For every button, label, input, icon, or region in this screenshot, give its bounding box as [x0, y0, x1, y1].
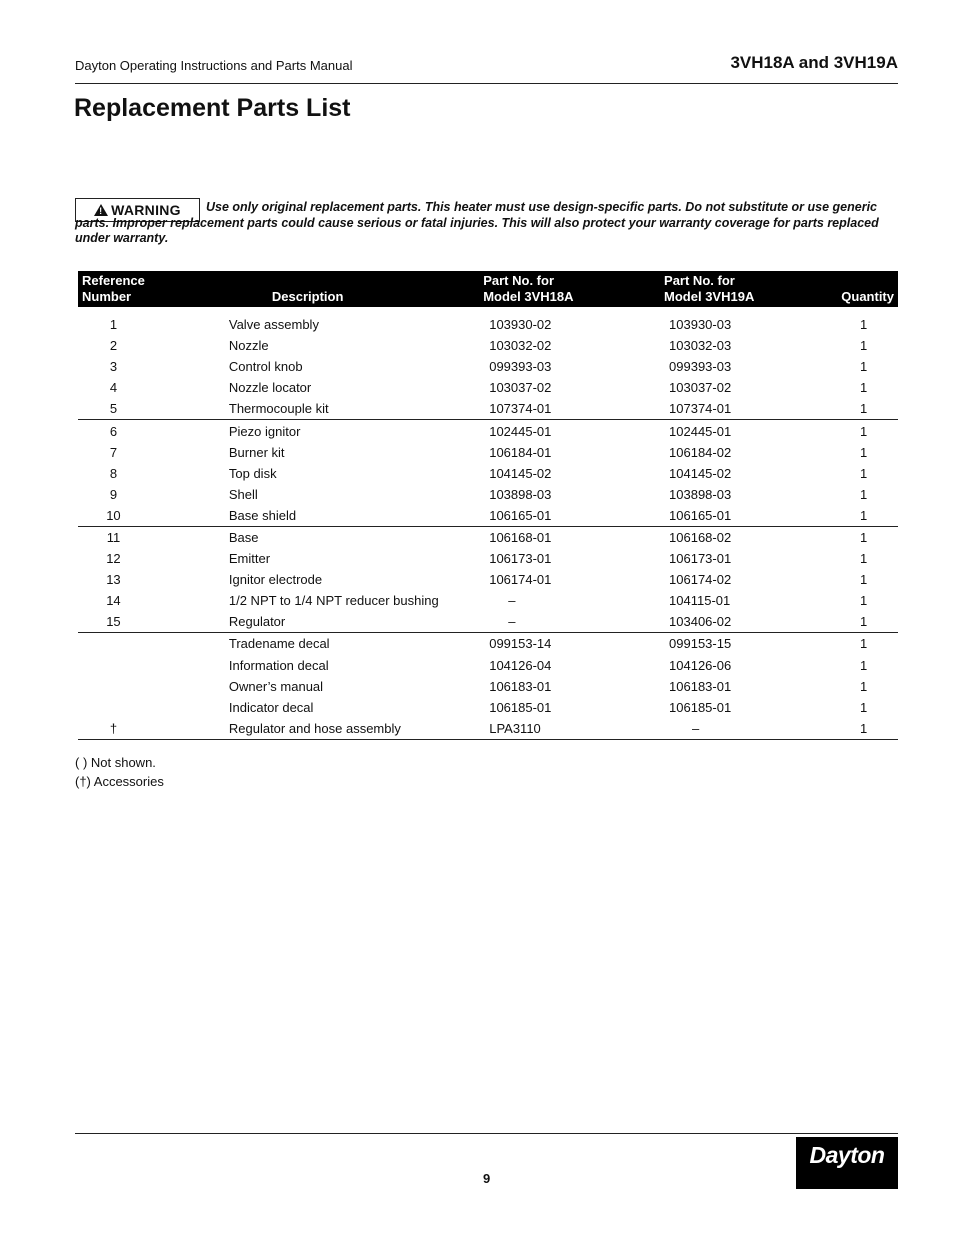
- description-cell: Regulator and hose assembly: [149, 718, 466, 740]
- table-row: [78, 676, 898, 697]
- footnotes: [75, 753, 164, 791]
- part-3vh19a-cell: 104145-02: [669, 465, 732, 481]
- col-quantity: Quantity: [829, 271, 898, 307]
- col-description: Description: [149, 271, 466, 307]
- quantity-cell: 1: [860, 486, 868, 502]
- dayton-logo: Dayton: [796, 1137, 898, 1189]
- ref-cell: 9: [109, 486, 118, 502]
- ref-cell: 6: [109, 423, 118, 439]
- quantity-cell: 1: [860, 678, 868, 694]
- ref-cell: 14: [106, 593, 121, 609]
- table-row: [78, 655, 898, 676]
- table-row: [78, 569, 898, 590]
- ref-cell: 10: [78, 505, 149, 527]
- part-3vh18a-cell: 106173-01: [489, 551, 552, 567]
- col-reference: Reference Number: [78, 271, 149, 307]
- ref-cell: †: [78, 718, 149, 740]
- part-3vh18a-cell: 099393-03: [489, 359, 552, 375]
- quantity-cell: 1: [829, 611, 898, 633]
- quantity-cell: 1: [860, 572, 868, 588]
- note-accessories: (†) Accessories: [75, 774, 164, 789]
- part-3vh18a-cell: 106183-01: [489, 678, 552, 694]
- part-3vh18a-cell: –: [466, 611, 647, 633]
- table-row: [78, 548, 898, 569]
- part-3vh19a-cell: 103032-03: [669, 338, 732, 354]
- table-row: [78, 526, 898, 548]
- description-cell: Information decal: [228, 657, 329, 673]
- part-3vh19a-cell: 102445-01: [669, 423, 732, 439]
- part-3vh19a-cell: 103898-03: [669, 486, 732, 502]
- description-cell: Nozzle: [228, 338, 269, 354]
- description-cell: Thermocouple kit: [149, 398, 466, 420]
- quantity-cell: 1: [860, 465, 868, 481]
- quantity-cell: 1: [860, 359, 868, 375]
- page-title: Replacement Parts List: [74, 94, 351, 122]
- table-row: [78, 590, 898, 611]
- part-3vh19a-cell: 099153-15: [669, 636, 732, 652]
- col-part-3vh18a: Part No. for Model 3VH18A: [466, 271, 647, 307]
- part-3vh18a-cell: 106184-01: [489, 444, 552, 460]
- table-row: [78, 398, 898, 420]
- quantity-cell: 1: [860, 636, 868, 652]
- table-row: [78, 697, 898, 718]
- description-cell: Owner’s manual: [228, 678, 324, 694]
- col-part-3vh19a: Part No. for Model 3VH19A: [647, 271, 829, 307]
- ref-cell: [78, 676, 149, 697]
- part-3vh18a-cell: 106174-01: [489, 572, 552, 588]
- part-3vh19a-cell: 099393-03: [669, 359, 732, 375]
- quantity-cell: 1: [860, 529, 868, 545]
- table-row: [78, 484, 898, 505]
- description-cell: Base: [228, 529, 259, 545]
- part-3vh18a-cell: 099153-14: [489, 636, 552, 652]
- model-numbers: 3VH18A and 3VH19A: [730, 53, 898, 72]
- ref-cell: 4: [109, 380, 118, 396]
- quantity-cell: 1: [829, 718, 898, 740]
- ref-cell: 2: [109, 338, 118, 354]
- description-cell: Base shield: [149, 505, 466, 527]
- ref-cell: 5: [78, 398, 149, 420]
- table-row: [78, 377, 898, 398]
- part-3vh18a-cell: 106165-01: [466, 505, 647, 527]
- header-divider: [75, 83, 898, 84]
- part-3vh19a-cell: 104126-06: [669, 657, 732, 673]
- ref-cell: 13: [106, 572, 121, 588]
- part-3vh19a-cell: 106183-01: [669, 678, 732, 694]
- description-cell: Nozzle locator: [228, 380, 312, 396]
- part-3vh18a-cell: 104145-02: [489, 465, 552, 481]
- table-header: [78, 271, 898, 307]
- part-3vh18a-cell: 103898-03: [489, 486, 552, 502]
- page-number: 9: [483, 1171, 491, 1186]
- table-row: [78, 335, 898, 356]
- part-3vh19a-cell: 103406-02: [647, 611, 829, 633]
- part-3vh19a-cell: 106173-01: [669, 551, 732, 567]
- quantity-cell: 1: [829, 398, 898, 420]
- quantity-cell: 1: [860, 444, 868, 460]
- part-3vh18a-cell: 103037-02: [489, 380, 552, 396]
- note-not-shown: ( ) Not shown.: [75, 755, 156, 770]
- manual-title: Dayton Operating Instructions and Parts Manual: [75, 58, 353, 73]
- part-3vh19a-cell: 103037-02: [669, 380, 732, 396]
- table-row: [78, 633, 898, 655]
- table-row: [78, 420, 898, 442]
- quantity-cell: 1: [860, 380, 868, 396]
- description-cell: Burner kit: [228, 444, 285, 460]
- parts-table: [78, 271, 898, 740]
- part-3vh18a-cell: 103032-02: [489, 338, 552, 354]
- table-row: [78, 611, 898, 633]
- part-3vh19a-cell: 106184-02: [669, 444, 732, 460]
- part-3vh18a-cell: LPA3110: [466, 718, 647, 740]
- table-row: [78, 505, 898, 527]
- part-3vh19a-cell: –: [647, 718, 829, 740]
- part-3vh18a-cell: 107374-01: [466, 398, 647, 420]
- part-3vh19a-cell: 106165-01: [647, 505, 829, 527]
- ref-cell: 11: [106, 529, 121, 545]
- description-cell: Emitter: [228, 551, 271, 567]
- description-cell: 1/2 NPT to 1/4 NPT reducer bushing: [228, 593, 439, 609]
- part-3vh19a-cell: 107374-01: [647, 398, 829, 420]
- part-3vh18a-cell: 103930-02: [489, 317, 552, 333]
- quantity-cell: 1: [860, 699, 868, 715]
- ref-cell: 12: [106, 551, 121, 567]
- part-3vh18a-cell: 104126-04: [489, 657, 552, 673]
- part-3vh18a-cell: 106185-01: [489, 699, 552, 715]
- description-cell: Control knob: [228, 359, 303, 375]
- quantity-cell: 1: [860, 593, 868, 609]
- description-cell: Shell: [228, 486, 258, 502]
- warning-text: Use only original replacement parts. This heater must use design-specific parts. Do not substitute or use generic parts. Improper replacement parts could cause serious or fatal injuries. This will also protect your warranty coverage for parts replaced under warranty.: [75, 200, 879, 245]
- quantity-cell: 1: [860, 657, 868, 673]
- part-3vh18a-cell: –: [508, 593, 516, 609]
- table-row: [78, 718, 898, 740]
- ref-cell: 7: [109, 444, 118, 460]
- part-3vh18a-cell: 106168-01: [489, 529, 552, 545]
- quantity-cell: 1: [860, 423, 868, 439]
- quantity-cell: 1: [860, 551, 868, 567]
- ref-cell: [78, 655, 149, 676]
- description-cell: Top disk: [228, 465, 277, 481]
- ref-cell: 1: [109, 317, 118, 333]
- description-cell: Ignitor electrode: [228, 572, 323, 588]
- description-cell: Regulator: [149, 611, 466, 633]
- warning-triangle-icon: !: [94, 204, 108, 216]
- ref-cell: 15: [78, 611, 149, 633]
- part-3vh19a-cell: 104115-01: [669, 593, 731, 609]
- footer-divider: [75, 1133, 898, 1134]
- description-cell: Indicator decal: [228, 699, 314, 715]
- table-row: [78, 307, 898, 335]
- ref-cell: 8: [109, 465, 118, 481]
- table-row: [78, 356, 898, 377]
- warning-label-text: WARNING: [111, 202, 181, 218]
- table-row: [78, 463, 898, 484]
- description-cell: Tradename decal: [228, 636, 330, 652]
- part-3vh19a-cell: 103930-03: [669, 317, 732, 333]
- description-cell: Piezo ignitor: [228, 423, 301, 439]
- part-3vh19a-cell: 106185-01: [669, 699, 732, 715]
- ref-cell: [78, 697, 149, 718]
- quantity-cell: 1: [860, 338, 868, 354]
- table-row: [78, 442, 898, 463]
- part-3vh18a-cell: 102445-01: [489, 423, 552, 439]
- part-3vh19a-cell: 106174-02: [669, 572, 732, 588]
- quantity-cell: 1: [860, 317, 868, 333]
- part-3vh19a-cell: 106168-02: [669, 529, 732, 545]
- description-cell: Valve assembly: [228, 317, 319, 333]
- ref-cell: [78, 633, 149, 655]
- quantity-cell: 1: [829, 505, 898, 527]
- ref-cell: 3: [109, 359, 118, 375]
